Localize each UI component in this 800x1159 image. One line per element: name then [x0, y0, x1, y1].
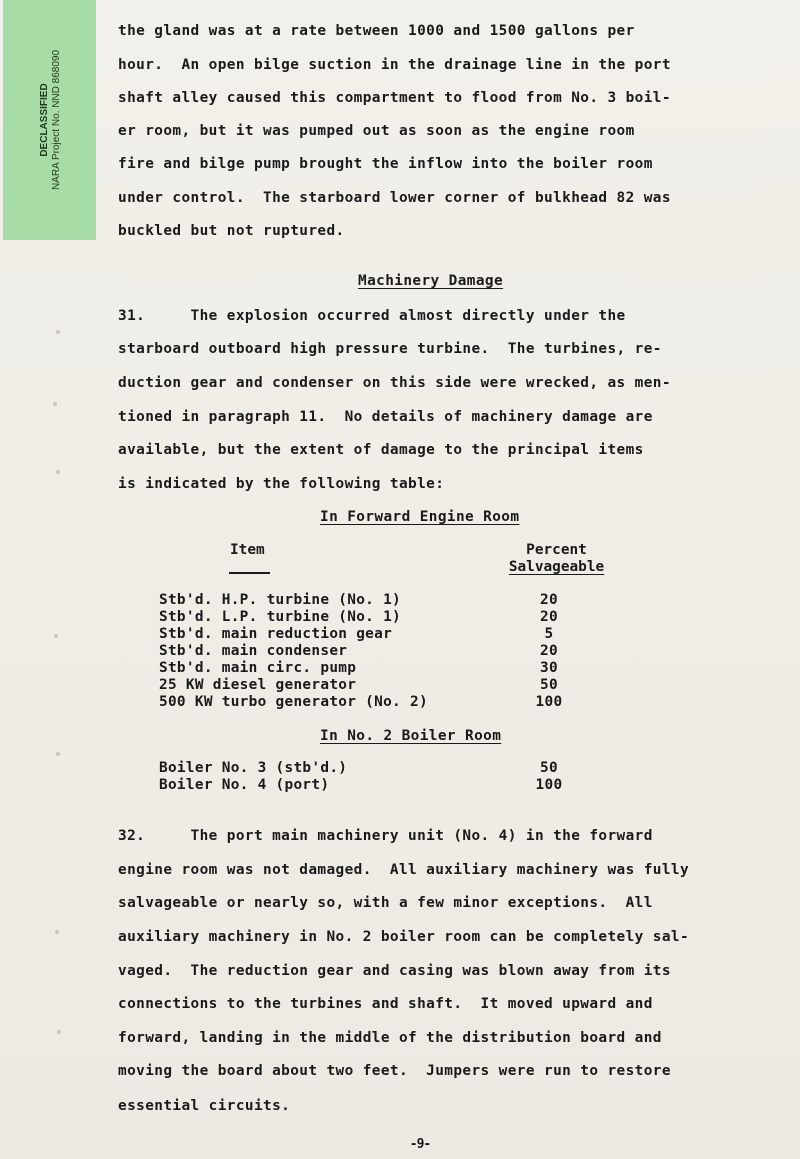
table-row — [159, 643, 579, 660]
row-percent: 50 — [540, 677, 558, 693]
table-row — [159, 777, 579, 794]
table-row — [159, 609, 579, 626]
percent-header-line-2: Salvageable — [508, 559, 605, 575]
intro-line: hour. An open bilge suction in the drainage line in the port — [118, 57, 671, 73]
section-heading: Machinery Damage — [358, 273, 504, 289]
intro-line: the gland was at a rate between 1000 and 1500 gallons per — [118, 23, 635, 39]
table-row — [159, 592, 579, 609]
para32-line: essential circuits. — [118, 1098, 291, 1114]
forward-engine-room-heading: In Forward Engine Room — [320, 509, 520, 525]
para31-line: duction gear and condenser on this side were wrecked, as men- — [118, 375, 671, 391]
table-row — [159, 760, 579, 777]
boiler-room-heading: In No. 2 Boiler Room — [320, 728, 502, 744]
intro-line: fire and bilge pump brought the inflow into the boiler room — [118, 156, 653, 172]
percent-header-line-1: Percent — [526, 542, 587, 558]
intro-line: er room, but it was pumped out as soon as the engine room — [118, 123, 635, 139]
row-percent: 20 — [540, 592, 558, 608]
para31-line: available, but the extent of damage to the principal items — [118, 442, 644, 458]
row-item: Stb'd. main condenser — [159, 643, 348, 659]
para32-line: salvageable or nearly so, with a few minor exceptions. All — [118, 895, 653, 911]
stamp-line-1: DECLASSIFIED — [39, 83, 50, 157]
row-item: 25 KW diesel generator — [159, 677, 357, 693]
row-percent: 30 — [540, 660, 558, 676]
row-percent: 5 — [544, 626, 554, 642]
table-row — [159, 694, 579, 711]
row-item: Stb'd. main reduction gear — [159, 626, 393, 642]
row-percent: 20 — [540, 643, 558, 659]
table-row — [159, 660, 579, 677]
row-item: Boiler No. 4 (port) — [159, 777, 330, 793]
intro-line: buckled but not ruptured. — [118, 223, 345, 239]
para32-line: forward, landing in the middle of the distribution board and — [118, 1030, 662, 1046]
row-item: Boiler No. 3 (stb'd.) — [159, 760, 348, 776]
margin-punch-marks — [20, 0, 80, 1159]
item-column-header: Item — [230, 542, 265, 558]
intro-line: under control. The starboard lower corner of bulkhead 82 was — [118, 190, 671, 206]
row-percent: 100 — [535, 777, 563, 793]
row-item: 500 KW turbo generator (No. 2) — [159, 694, 428, 710]
para32-line: 32. The port main machinery unit (No. 4) in the forward — [118, 828, 653, 844]
para32-line: moving the board about two feet. Jumpers were run to restore — [118, 1063, 671, 1079]
item-column-rule — [229, 572, 270, 574]
para31-line: tioned in paragraph 11. No details of machinery damage are — [118, 409, 653, 425]
page-number: -9- — [409, 1137, 431, 1152]
para32-line: auxiliary machinery in No. 2 boiler room can be completely sal- — [118, 929, 690, 945]
intro-line: shaft alley caused this compartment to flood from No. 3 boil- — [118, 90, 671, 106]
table-row — [159, 626, 579, 643]
para32-line: connections to the turbines and shaft. It moved upward and — [118, 996, 653, 1012]
para32-line: engine room was not damaged. All auxiliary machinery was fully — [118, 862, 690, 878]
row-percent: 100 — [535, 694, 563, 710]
percent-column-header — [498, 542, 615, 576]
row-item: Stb'd. H.P. turbine (No. 1) — [159, 592, 402, 608]
para31-line: starboard outboard high pressure turbine. The turbines, re- — [118, 341, 662, 357]
stamp-line-2: NARA Project No. NND 868090 — [51, 49, 62, 191]
para31-line: is indicated by the following table: — [118, 476, 445, 492]
row-item: Stb'd. L.P. turbine (No. 1) — [159, 609, 402, 625]
row-percent: 50 — [540, 760, 558, 776]
table-row — [159, 677, 579, 694]
row-percent: 20 — [540, 609, 558, 625]
row-item: Stb'd. main circ. pump — [159, 660, 357, 676]
para31-line: 31. The explosion occurred almost directly under the — [118, 308, 626, 324]
para32-line: vaged. The reduction gear and casing was blown away from its — [118, 963, 671, 979]
